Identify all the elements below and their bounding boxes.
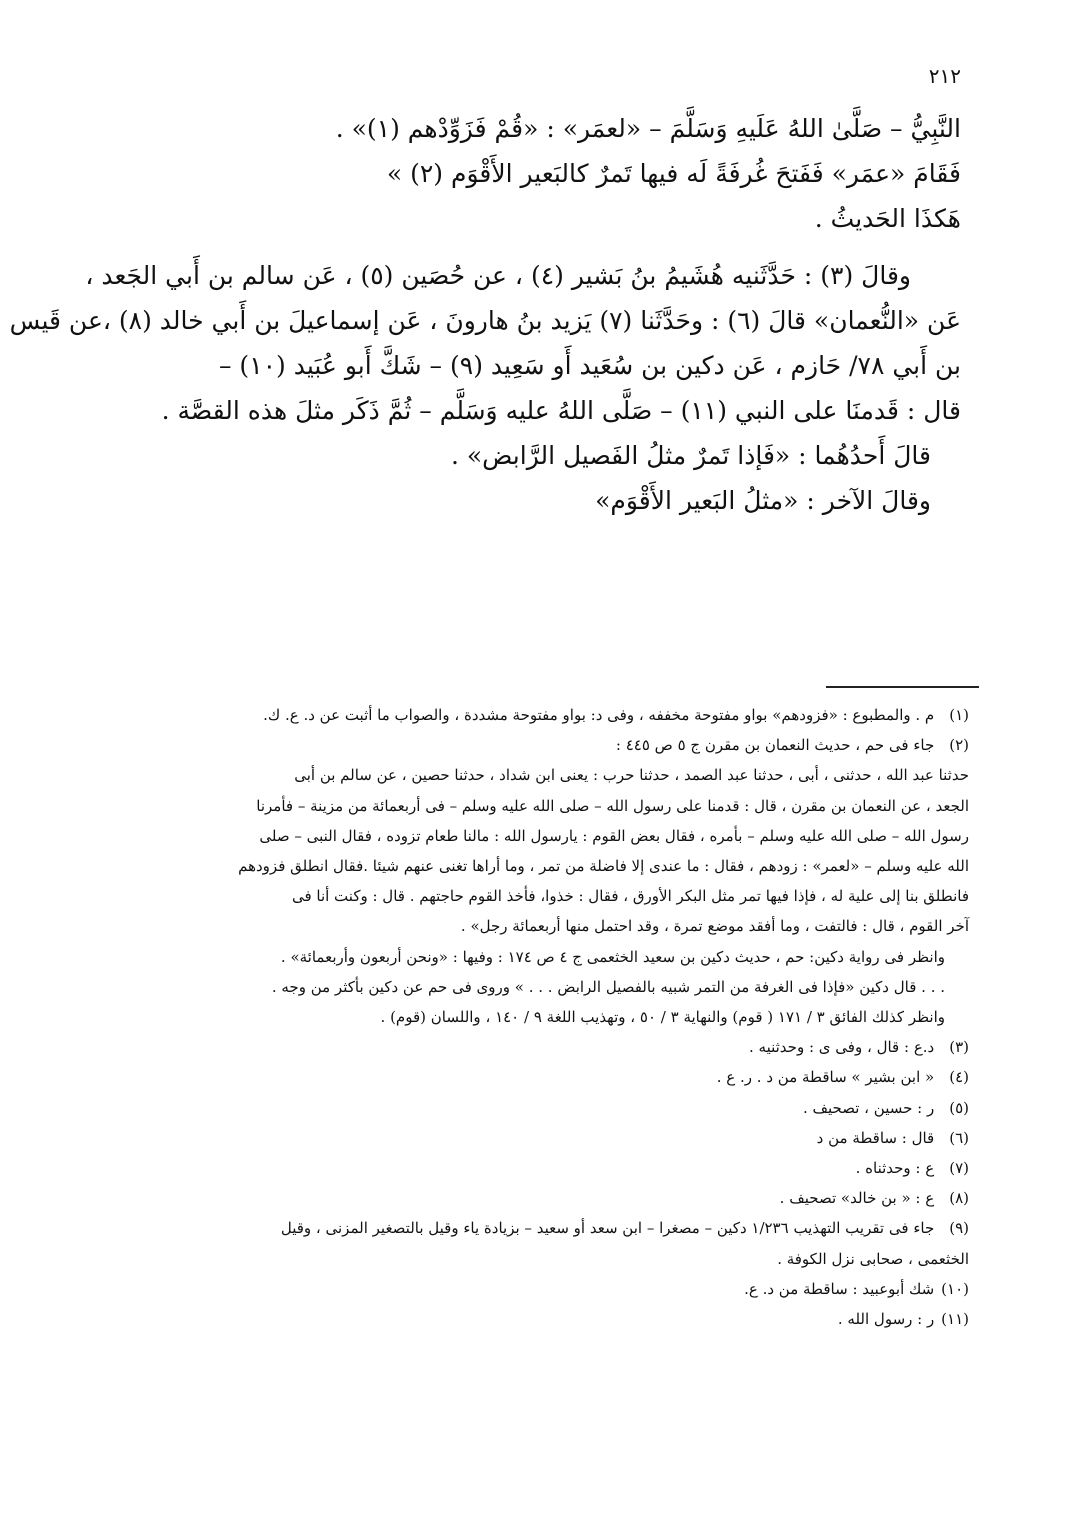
footnote-label: (٥)	[949, 1098, 969, 1117]
footnote-continuation	[119, 972, 969, 1002]
footnote-label: (٨)	[949, 1189, 969, 1208]
footnote-text: رسول الله – صلى الله عليه وسلم – بأمره ، فقال بعض القوم : يارسول الله : مالنا طعام تزوده ، فقال النبى – صلى	[259, 826, 969, 845]
footnote-continuation	[119, 791, 969, 821]
footnote-label: (٤)	[949, 1068, 969, 1087]
main-line: وقالَ الآخر : «مثلُ البَعير الأَقْوَم»	[595, 486, 931, 515]
footnote	[119, 1123, 969, 1153]
page-number: ٢١٢	[928, 64, 961, 88]
footnote	[119, 1274, 969, 1304]
main-line: عَن «النُّعمان» قالَ (٦) : وحَدَّثَنا (٧) يَزيد بنُ هارونَ ، عَن إسماعيلَ بن أَبي خالد (٨) ،عن قَيس	[9, 306, 961, 335]
main-text	[9, 106, 961, 523]
footnote-text: ع : وحدثناه .	[855, 1159, 935, 1178]
footnote-continuation	[119, 881, 969, 911]
footnote	[119, 730, 969, 760]
footnote-text: د.ع : قال ، وفى ى : وحدثنيه .	[749, 1038, 935, 1057]
footnote-text: ر : حسين ، تصحيف .	[802, 1098, 935, 1117]
footnote	[119, 1032, 969, 1062]
footnote-label: (١١)	[941, 1310, 969, 1329]
footnote-text: شك أبوعبيد : ساقطة من د. ع.	[744, 1279, 935, 1298]
main-line: النَّبِيُّ – صَلَّىٰ اللهُ عَلَيهِ وَسَلَّمَ – «لعمَر» : «قُمْ فَزَوِّدْهم (١)» .	[335, 114, 961, 143]
footnote-text: وانظر فى رواية دكين: حم ، حديث دكين بن سعيد الخثعمى ج ٤ ص ١٧٤ : وفيها : «ونحن أربعون وأربعمائة» .	[280, 947, 945, 966]
footnote-continuation	[119, 911, 969, 941]
footnotes	[119, 700, 969, 1334]
footnote-text: الخثعمى ، صحابى نزل الكوفة .	[777, 1249, 969, 1268]
footnote	[119, 1183, 969, 1213]
footnote-continuation	[119, 1002, 969, 1032]
main-line: وقالَ (٣) : حَدَّثَنيه هُشَيمُ بنُ بَشير (٤) ، عن حُصَين (٥) ، عَن سالم بن أَبي الجَعد ،	[85, 261, 911, 290]
main-line: هَكذَا الحَديثُ .	[814, 204, 961, 233]
footnote-label: (٩)	[949, 1219, 969, 1238]
footnote-text: الجعد ، عن النعمان بن مقرن ، قال : قدمنا على رسول الله – صلى الله عليه وسلم – فى أربعمائة من مزينة – فأمرنا	[256, 796, 969, 815]
footnote-text: . . . قال دكين «فإذا فى الغرفة من التمر شبيه بالفصيل الرابض . . . » وروى فى حم عن دكين بأكثر من وجه .	[271, 977, 945, 996]
footnote-text: وانظر كذلك الفائق ٣ / ١٧١ ( قوم) والنهاية ٣ / ٥٠ ، وتهذيب اللغة ٩ / ١٤٠ ، واللسان (قوم) .	[380, 1008, 945, 1027]
footnote-continuation	[119, 821, 969, 851]
footnote-label: (١٠)	[941, 1279, 969, 1298]
footnote-continuation	[119, 851, 969, 881]
footnote-text: فانطلق بنا إلى علية له ، فإذا فيها تمر مثل البكر الأورق ، فقال : خذوا، فأخذ القوم حاجتهم . قال : وكنت أنا فى	[291, 887, 969, 906]
footnote-continuation	[119, 942, 969, 972]
footnote-text: حدثنا عبد الله ، حدثنى ، أبى ، حدثنا عبد الصمد ، حدثنا حرب : يعنى ابن شداد ، حدثنا حصين ، عن سالم بن أبى	[294, 766, 969, 785]
footnote-label: (١)	[949, 706, 969, 724]
footnote	[119, 1093, 969, 1123]
footnote-text: آخر القوم ، قال : فالتفت ، وما أفقد موضع تمرة ، وقد احتمل منها أربعمائة رجل» .	[460, 917, 969, 936]
footnote-text: م . والمطبوع : «فزودهم» بواو مفتوحة مخففه ، وفى د: بواو مفتوحة مشددة ، والصواب ما أثبت عن د. ع. ك.	[263, 706, 935, 724]
footnote	[119, 1153, 969, 1183]
footnote	[119, 1062, 969, 1092]
main-line: فَقَامَ «عمَر» فَفَتحَ غُرفَةً لَه فيها تَمرٌ كالبَعير الأَقْوَم (٢) »	[386, 159, 961, 188]
footnote-text: قال : ساقطة من د	[816, 1128, 935, 1147]
footnote-label: (٣)	[949, 1038, 969, 1057]
main-line: قالَ أَحدُهُما : «فَإذا تَمرٌ مثلُ الفَصيل الرَّابض» .	[450, 441, 931, 470]
footnote	[119, 700, 969, 730]
footnote-text: ر : رسول الله .	[837, 1310, 935, 1329]
footnote-label: (٦)	[949, 1128, 969, 1147]
footnote-text: جاء فى تقريب التهذيب ١/٢٣٦ دكين – مصغرا – ابن سعد أو سعيد – بزيادة ياء وقيل بالتصغير المزنى ، وقيل	[280, 1219, 935, 1238]
footnote-text: « ابن بشير » ساقطة من د . ر. ع .	[716, 1068, 935, 1087]
footnote-continuation	[119, 760, 969, 790]
footnote	[119, 1213, 969, 1243]
footnote-divider	[826, 686, 979, 688]
footnote-label: (٢)	[949, 736, 969, 755]
main-line: قال : قَدمنَا على النبي (١١) – صَلَّى اللهُ عليه وَسَلَّم – ثُمَّ ذَكَر مثلَ هذه القصَّة .	[161, 396, 961, 425]
footnote	[119, 1304, 969, 1334]
footnote-text: الله عليه وسلم – «لعمر» : زودهم ، فقال : ما عندى إلا فاضلة من تمر ، وما أراها تغنى عنهم شيئا .فقال انطلق فزودهم	[238, 857, 969, 876]
footnote-text: ع : « بن خالد» تصحيف .	[779, 1189, 935, 1208]
main-line: بن أَبي ٧٨/ حَازم ، عَن دكين بن سُعَيد أَو سَعِيد (٩) – شَكَّ أَبو عُبَيد (١٠) –	[218, 351, 961, 380]
footnote-text: جاء فى حم ، حديث النعمان بن مقرن ج ٥ ص ٤٤٥ :	[615, 736, 935, 755]
footnote-label: (٧)	[949, 1159, 969, 1178]
footnote-continuation	[119, 1244, 969, 1274]
